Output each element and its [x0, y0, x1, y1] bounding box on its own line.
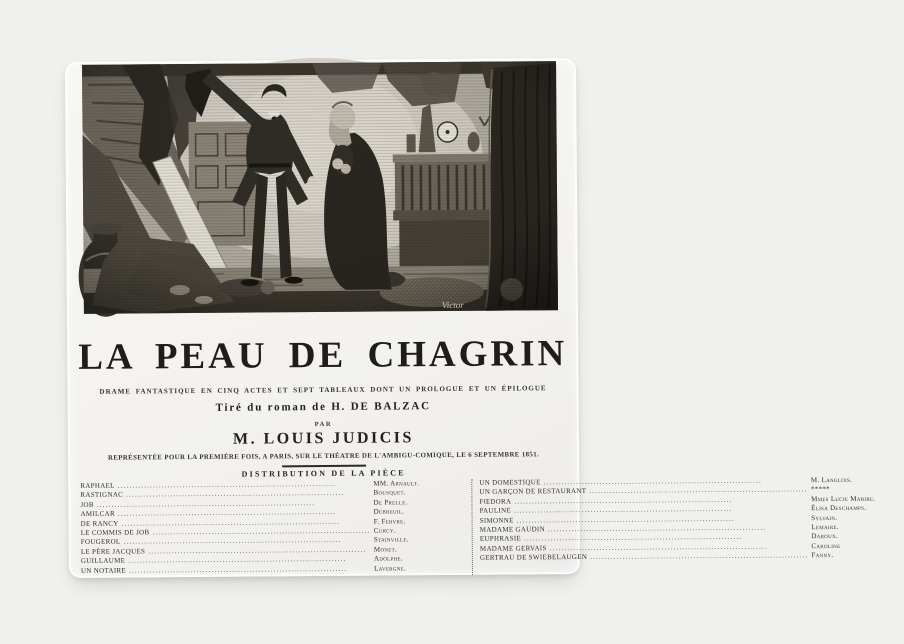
dot-leader — [544, 476, 808, 486]
cast-role: AMILCAR — [80, 509, 115, 519]
dot-leader — [118, 508, 371, 518]
dot-leader — [97, 498, 371, 508]
cast-actor: Adolphe. — [373, 554, 403, 563]
cast-column-left — [80, 479, 472, 578]
cast-role: RAPHAEL — [80, 481, 115, 490]
cast-actor: Lemaire. — [811, 522, 839, 532]
cast-actor: MM. Arnault. — [373, 479, 420, 488]
dot-leader — [126, 489, 370, 499]
cast-column-right — [471, 475, 903, 574]
cast-actor: Lavergne. — [374, 563, 407, 573]
cast-actor: Curcy. — [373, 526, 396, 535]
cast-actor: Élisa Deschamps. — [811, 503, 867, 513]
cast-actor: Fanny. — [811, 551, 834, 560]
dot-leader — [589, 486, 808, 496]
cast-role: UN GARÇON DE RESTAURANT — [479, 487, 587, 497]
dot-leader — [122, 517, 371, 527]
dot-leader — [550, 542, 809, 552]
dot-leader — [148, 545, 371, 555]
cast-actor: Debreuil. — [373, 507, 405, 516]
cast-actor: Bousquet. — [373, 488, 406, 497]
poster-title: LA PEAU DE CHAGRIN — [78, 333, 568, 378]
cast-role: MADAME GERVAIS — [479, 543, 547, 553]
cast-role: MADAME GAUDIN — [479, 525, 545, 534]
cast-role: GERTRAU DE SWIEBELAUGEN — [479, 553, 588, 562]
cast-actor: Mmes Lucie Mabire. — [811, 494, 876, 503]
cast-actor: Stainville. — [373, 535, 409, 544]
source-line: Tiré du roman de H. DE BALZAC — [215, 400, 431, 414]
cast-role: LE PÈRE JACQUES — [80, 547, 146, 556]
cast-role: JOB — [80, 500, 94, 509]
engraving-vignette — [82, 61, 558, 314]
playbill-magnet — [65, 58, 876, 578]
cast-role: UN DOMESTIQUE — [479, 478, 541, 487]
par-label: PAR — [314, 420, 333, 429]
cast-actor: Sylvain. — [811, 513, 838, 522]
cast-role: DE RANCY — [80, 519, 119, 528]
cast-role: FOUGEROL — [80, 537, 121, 547]
cast-role: UN NOTAIRE — [80, 566, 127, 575]
cast-actor: Caroline — [811, 541, 841, 550]
dot-leader — [548, 523, 808, 533]
cast-actor: Daroux. — [811, 532, 839, 541]
premiere-line: REPRÉSENTÉE POUR LA PREMIÈRE FOIS, A PARIS, SUR LE THÉATRE DE L'AMBIGU-COMIQUE, LE 6 SEPTEMBRE 1851. — [108, 451, 540, 462]
author-name: M. LOUIS JUDICIS — [232, 429, 414, 448]
cast-role: EUPHRASIE — [479, 534, 522, 544]
cast-actor: F. Febvre. — [373, 516, 406, 526]
poster-subtitle: DRAME FANTASTIQUE EN CINQ ACTES ET SEPT TABLEAUX DONT UN PROLOGUE ET UN ÉPILOGUE — [99, 384, 547, 396]
dot-leader — [590, 551, 808, 561]
dot-leader — [524, 533, 808, 543]
dot-leader — [152, 527, 370, 537]
cast-header-rule — [282, 465, 366, 468]
poster-illustration — [82, 61, 558, 314]
dot-leader — [118, 480, 371, 490]
dot-leader — [129, 564, 371, 574]
cast-list — [80, 475, 876, 578]
dot-leader — [123, 536, 370, 546]
cast-header: DISTRIBUTION DE LA PIÈCE — [241, 468, 406, 479]
cast-actor: Monet. — [373, 545, 398, 554]
cast-role: FŒDORA — [479, 497, 512, 506]
cast-actor: M. Langlois. — [810, 475, 853, 485]
cast-actor: De Prelle. — [373, 498, 408, 507]
dot-leader — [128, 555, 371, 565]
cast-role: LE COMMIS DE JOB — [80, 528, 150, 537]
cast-actor: ***** — [810, 485, 831, 494]
cast-row — [81, 563, 466, 575]
cast-role: RASTIGNAC — [80, 490, 124, 500]
cast-row — [480, 551, 904, 564]
cast-role: SIMONNE — [479, 516, 514, 525]
cast-role: PAULINE — [479, 506, 512, 515]
engraver-signature: Victor — [441, 299, 464, 311]
cast-role: GUILLAUME — [80, 556, 126, 566]
